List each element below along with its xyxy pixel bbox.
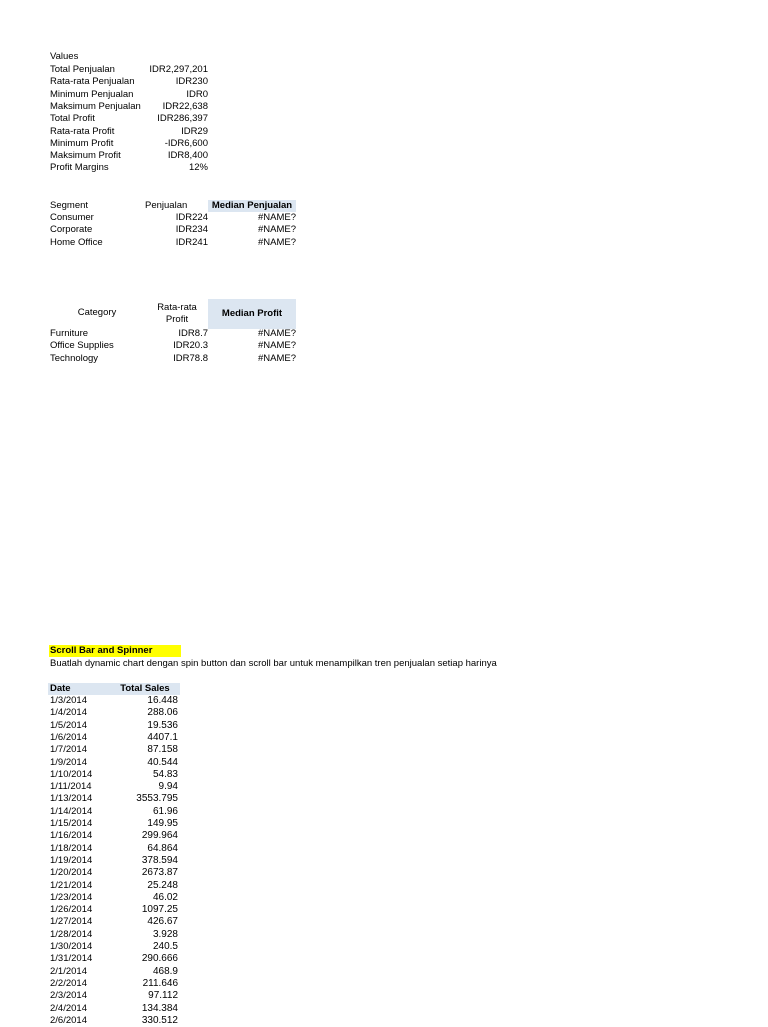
sales-row-date: 2/1/2014 — [50, 965, 87, 977]
values-summary-table — [0, 0, 768, 180]
total-sales-header: Total Sales — [110, 683, 180, 695]
values-row-label: Minimum Profit — [50, 137, 114, 149]
values-row-value: IDR29 — [181, 125, 208, 137]
sales-row-total: 149.95 — [147, 818, 178, 829]
sales-row-date: 1/7/2014 — [50, 744, 87, 756]
sales-row-total: 87.158 — [147, 744, 178, 756]
sales-row-total: 9.94 — [158, 781, 178, 793]
values-row-label: Minimum Penjualan — [50, 88, 134, 100]
segment-row-penjualan: IDR234 — [175, 224, 208, 236]
sales-row-date: 1/19/2014 — [50, 854, 93, 866]
sales-row-total: 288.06 — [147, 707, 178, 719]
sales-row-date: 2/2/2014 — [50, 977, 87, 989]
sales-row-total: 378.594 — [141, 854, 178, 866]
segment-row-median: #NAME? — [257, 236, 296, 248]
sales-row-total: 426.67 — [147, 916, 178, 928]
values-row-value: -IDR6,600 — [164, 137, 208, 149]
sales-row-date: 1/16/2014 — [50, 830, 93, 842]
category-header: Category — [77, 307, 117, 318]
values-row-value: IDR286,397 — [157, 113, 208, 125]
category-row-median: #NAME? — [257, 328, 296, 339]
sales-row-date: 1/5/2014 — [50, 719, 87, 731]
scroll-section-title: Scroll Bar and Spinner — [49, 645, 181, 657]
sales-row-date: 1/21/2014 — [50, 879, 93, 891]
sales-row-date: 1/28/2014 — [50, 928, 93, 940]
penjualan-header: Penjualan — [145, 200, 188, 211]
values-row-label: Profit Margins — [50, 162, 109, 174]
segment-header: Segment — [50, 200, 89, 211]
median-penjualan-header: Median Penjualan — [208, 200, 296, 212]
sales-row-total: 3553.795 — [136, 793, 178, 805]
values-row-value: 12% — [188, 162, 208, 174]
category-row-profit: IDR20.3 — [173, 340, 208, 352]
sales-row-date: 1/23/2014 — [50, 891, 93, 903]
sales-row-total: 3.928 — [152, 928, 178, 940]
values-row-value: IDR22,638 — [162, 100, 208, 112]
sales-row-total: 16.448 — [147, 695, 178, 706]
values-row-label: Rata-rata Penjualan — [50, 76, 135, 88]
category-row-median: #NAME? — [257, 340, 296, 352]
sales-row-date: 1/11/2014 — [50, 781, 92, 793]
sales-row-date: 1/6/2014 — [50, 731, 87, 743]
segment-row-penjualan: IDR241 — [175, 236, 208, 248]
sales-row-date: 1/14/2014 — [50, 805, 93, 817]
sales-row-total: 1097.25 — [141, 904, 178, 916]
sales-row-date: 1/20/2014 — [50, 867, 93, 879]
sales-row-total: 2673.87 — [141, 867, 178, 879]
sales-row-total: 97.112 — [148, 990, 178, 1002]
category-row-profit: IDR8.7 — [178, 328, 208, 339]
values-row-label: Total Penjualan — [50, 64, 115, 75]
sales-row-total: 299.964 — [141, 830, 178, 842]
sales-row-total: 468.9 — [152, 965, 178, 977]
values-row-label: Rata-rata Profit — [50, 125, 115, 137]
sales-row-total: 4407.1 — [147, 731, 178, 743]
segment-row-name: Home Office — [50, 236, 103, 248]
sales-row-total: 40.544 — [147, 756, 178, 768]
sales-row-date: 1/18/2014 — [50, 842, 93, 854]
category-row-name: Technology — [50, 352, 99, 364]
values-header: Values — [50, 51, 79, 62]
category-row-profit: IDR78.8 — [173, 352, 208, 364]
segment-row-name: Consumer — [50, 212, 94, 223]
sales-row-total: 211.646 — [142, 977, 178, 989]
values-row-value: IDR8,400 — [167, 150, 208, 162]
category-row-name: Office Supplies — [50, 340, 114, 352]
sales-row-date: 1/26/2014 — [50, 904, 93, 916]
values-row-label: Maksimum Penjualan — [50, 100, 141, 112]
sales-row-date: 1/31/2014 — [50, 953, 93, 965]
sales-row-total: 61.96 — [152, 805, 178, 817]
category-row-median: #NAME? — [257, 352, 296, 364]
values-row-value: IDR230 — [175, 76, 208, 88]
sales-row-date: 1/9/2014 — [50, 756, 87, 768]
median-profit-header: Median Profit — [208, 299, 296, 329]
sales-row-total: 134.384 — [141, 1002, 178, 1014]
values-row-value: IDR0 — [186, 88, 208, 100]
segment-row-median: #NAME? — [257, 212, 296, 223]
date-header: Date — [48, 683, 112, 695]
category-row-name: Furniture — [50, 328, 89, 339]
sales-row-date: 1/27/2014 — [50, 916, 93, 928]
segment-row-median: #NAME? — [257, 224, 296, 236]
sales-row-date: 2/6/2014 — [50, 1014, 87, 1026]
sales-row-date: 2/4/2014 — [50, 1002, 87, 1014]
sales-row-total: 330.512 — [141, 1014, 178, 1026]
sales-row-total: 290.666 — [141, 953, 178, 965]
segment-row-penjualan: IDR224 — [175, 212, 208, 223]
sales-row-total: 46.02 — [152, 891, 178, 903]
segment-row-name: Corporate — [50, 224, 93, 236]
sales-row-total: 54.83 — [152, 768, 178, 780]
sales-row-total: 64.864 — [147, 842, 178, 854]
sales-row-date: 1/15/2014 — [50, 818, 93, 829]
sales-row-date: 1/3/2014 — [50, 695, 87, 706]
sales-row-total: 19.536 — [147, 719, 178, 731]
sales-row-date: 1/4/2014 — [50, 707, 87, 719]
values-row-label: Total Profit — [50, 113, 95, 125]
sales-row-date: 1/30/2014 — [50, 941, 93, 952]
sales-row-total: 240.5 — [152, 941, 178, 952]
scroll-instruction: Buatlah dynamic chart dengan spin button dan scroll bar untuk menampilkan tren penjualan setiap harinya — [50, 658, 497, 669]
values-row-value: IDR2,297,201 — [149, 64, 208, 75]
sales-row-date: 1/10/2014 — [50, 768, 93, 780]
sales-row-date: 2/3/2014 — [50, 990, 87, 1002]
sales-row-total: 25.248 — [147, 879, 178, 891]
rata-rata-profit-header: Rata-rata Profit — [157, 302, 197, 325]
values-row-label: Maksimum Profit — [50, 150, 121, 162]
sales-row-date: 1/13/2014 — [50, 793, 93, 805]
